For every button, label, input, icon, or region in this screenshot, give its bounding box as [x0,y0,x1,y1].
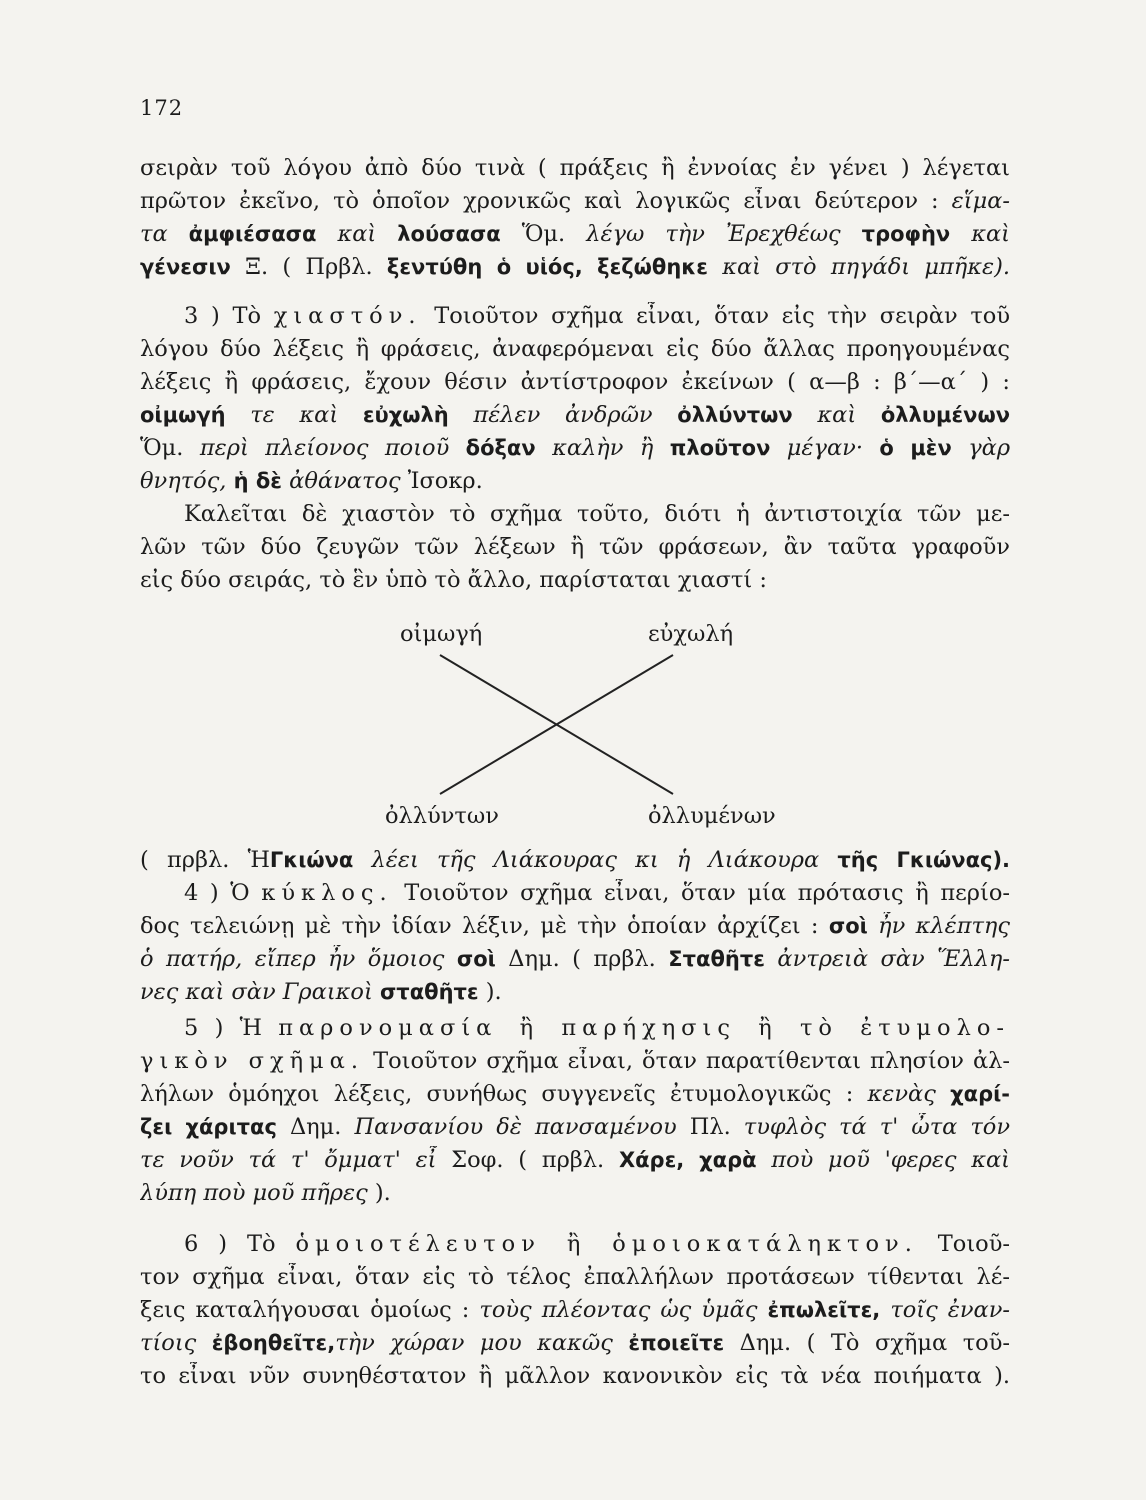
text-span: Σοφ. ( πρβλ. [451,1147,605,1173]
italic-span: νες καὶ σὰν Γραικοὶ [140,979,373,1005]
text-span: Δημ. [289,1114,342,1140]
italic-span: τῆς Λιάκουρας κι ἡ Λιάκουρα [436,847,820,873]
bold-span: δόξαν [465,436,536,460]
spaced-heading: χιαστόν. [273,303,422,329]
text-span: ξεις καταλήγουσαι ὁμοίως : [140,1297,470,1323]
bold-span: εὐχωλὴ [362,403,449,427]
text-span: Τοιοῦτον σχῆμα εἶναι, ὅταν μία πρότασις ἢ περίο- [404,880,1010,906]
italic-span: λέει [371,847,419,873]
text-span: δος τελειώνῃ μὲ τὴν ἰδίαν λέξιν, μὲ τὴν ὁποίαν ἀρχίζει : [140,913,819,939]
italic-span: πέλεν ἀνδρῶν [473,402,653,428]
text-span: λῶν τῶν δύο ζευγῶν τῶν λέξεων ἢ τῶν φράσεων, ἂν ταῦτα γραφοῦν [140,534,1010,560]
spaced-heading: γικὸν σχῆμα. [140,1048,365,1074]
text-line [140,978,1010,1011]
text-line [140,1230,1010,1263]
bold-span: τροφὴν [861,222,951,246]
text-span: λόγου δύο λέξεις ἢ φράσεις, ἀναφερόμεναι εἰς δύο ἄλλας προηγουμένας [140,336,1010,362]
bold-span: ἐποιεῖτε [628,1331,725,1355]
spaced-heading: παρονομασία ἢ παρήχησις ἢ τὸ ἐτυμολο- [278,1015,1010,1041]
text-line [140,1263,1010,1296]
chiasm-bottom-right: ὀλλυμένων [648,803,776,829]
paragraph-block-6 [140,1230,1010,1395]
italic-span: τοὺς πλέοντας ὡς ὑμᾶς [479,1297,758,1323]
text-span: 4 ) Ὁ [184,880,250,906]
italic-span: ἦν κλέπτης [878,913,1010,939]
italic-span: τυφλὸς τά τ' ὦτα τόν [743,1114,1010,1140]
italic-span: ὁ πατήρ, εἴπερ ἦν ὅμοιος [140,946,445,972]
italic-span: τὴν χώραν μου κακῶς [335,1330,613,1356]
italic-span: τε νοῦν τά τ' ὄμματ' εἶ [140,1147,437,1173]
bold-span: Χάρε, χαρὰ [618,1148,757,1172]
italic-span: τα [140,221,168,247]
text-span: Τοιοῦ- [937,1231,1010,1257]
bold-span: ἡ δὲ [233,469,282,493]
bold-span: πλοῦτον [669,436,771,460]
text-line [140,945,1010,978]
italic-span: καὶ στὸ πηγάδι μπῆκε). [722,254,1010,280]
italic-span: τε καὶ [250,402,339,428]
italic-span: λύπη ποὺ μοῦ πῆρες [140,1180,368,1206]
bold-span: Σταθῆτε [668,947,765,971]
text-line [140,912,1010,945]
bold-span: σταθῆτε [379,980,479,1004]
text-span: Τοιοῦτον σχῆμα εἶναι, ὅταν εἰς τὴν σειρὰν τοῦ [434,303,1010,329]
bold-span: τῆς Γκιώνας). [837,848,1010,872]
italic-span: καὶ [817,402,857,428]
text-span: ). [374,1180,391,1206]
text-span: Δημ. ( Τὸ σχῆμα τοῦ- [739,1330,1010,1356]
text-span: ). [485,979,502,1005]
bold-span: γένεσιν [140,255,231,279]
text-span: 6 ) Τὸ [184,1231,276,1257]
bold-span: ζει χάριτας [140,1115,277,1139]
bold-span: ὀλλυμένων [880,403,1010,427]
text-span: το εἶναι νῦν συνηθέστατον ἢ μᾶλλον κανονικὸν εἰς τὰ νέα ποιήματα ). [140,1363,1010,1389]
italic-span: λέγω τὴν Ἐρεχθέως [586,221,841,247]
text-span: Ἰσοκρ. [407,468,483,494]
text-span: πρῶτον ἐκεῖνο, τὸ ὁποῖον χρονικῶς καὶ λογικῶς εἶναι δεύτερον : [140,188,939,214]
text-span: λέξεις ἢ φράσεις, ἔχουν θέσιν ἀντίστροφον ἐκείνων ( α—β : β΄—α΄ ) : [140,369,1010,395]
text-span: εἰς δύο σειράς, τὸ ἓν ὑπὸ τὸ ἄλλο, παρίσταται χιαστί : [140,567,767,593]
italic-span: μέγαν· [786,435,863,461]
italic-span: ποὺ μοῦ 'φερες καὶ [771,1147,1010,1173]
italic-span: καὶ [971,221,1010,247]
text-span: Τοιοῦτον σχῆμα εἶναι, ὅταν παρατίθενται πλησίον ἀλ- [373,1048,1010,1074]
italic-span: εἵμα- [951,188,1010,214]
text-span: 3 ) Τὸ [184,303,261,329]
text-line [140,1113,1010,1146]
italic-span: καλὴν ἢ [552,435,654,461]
text-line [140,1296,1010,1329]
italic-span: Πανσανίου δὲ πανσαμένου [354,1114,677,1140]
italic-span: περὶ πλείονος ποιοῦ [199,435,450,461]
text-line [140,1329,1010,1362]
text-line [140,846,1010,879]
italic-span: ἀθάνατος [289,468,401,494]
text-span: Ὅμ. [140,435,184,461]
italic-span: τίοις [140,1330,197,1356]
text-span: Ὅμ. [521,221,566,247]
bold-span: οἰμωγή [140,403,226,427]
text-line [140,1146,1010,1179]
bold-span: Γκιώνα [269,848,354,872]
text-line [140,879,1010,912]
spaced-heading: κύκλος. [261,880,393,906]
text-span: Ξ. ( Πρβλ. [245,254,373,280]
text-span: λήλων ὁμόηχοι λέξεις, συνήθως συγγενεῖς ἐτυμολογικῶς : [140,1081,854,1107]
text-span: Δημ. ( πρβλ. [508,946,656,972]
bold-span: λούσασα [397,222,501,246]
text-line [140,1080,1010,1113]
italic-span: τοῖς ἐναν- [890,1297,1010,1323]
italic-span: θνητός, [140,468,227,494]
bold-span: ὀλλύντων [677,403,793,427]
bold-span: ἀμφιέσασα [188,222,317,246]
text-line [140,1047,1010,1080]
bold-span: ξεντύθη ὁ υἱός, ξεζώθηκε [386,255,708,279]
bold-span: σοὶ [456,947,496,971]
bold-span: χαρί- [950,1082,1010,1106]
page-number: 172 [140,96,184,120]
text-line [140,1362,1010,1395]
chiasm-top-right: εὐχωλή [648,621,734,647]
text-span: τον σχῆμα εἶναι, ὅταν εἰς τὸ τέλος ἐπαλλήλων προτάσεων τίθενται λέ- [140,1264,1010,1290]
spaced-heading: ὁμοιοτέλευτον ἢ ὁμοιοκατάληκτον. [295,1231,918,1257]
text-span: ( πρβλ. Ἡ [140,847,270,873]
bold-span: ἐπωλεῖτε, [767,1298,881,1322]
text-span: 5 ) Ἡ [184,1015,262,1041]
italic-span: ἀντρειὰ σὰν Ἕλλη- [777,946,1010,972]
italic-span: γὰρ [968,435,1010,461]
bold-span: σοὶ [828,914,868,938]
text-span: σειρὰν τοῦ λόγου ἀπὸ δύο τινὰ ( πράξεις ἢ ἐννοίας ἐν γένει ) λέγεται [140,155,1010,181]
chiasm-top-left: οἰμωγή [400,621,483,647]
paragraph-block-5 [140,1014,1010,1212]
bold-span: ἐβοηθεῖτε, [211,1331,336,1355]
italic-span: κενὰς [867,1081,936,1107]
chiasm-bottom-left: ὀλλύντων [385,803,499,829]
text-span: Πλ. [689,1114,731,1140]
italic-span: καὶ [337,221,377,247]
bold-span: ὁ μὲν [879,436,952,460]
text-span: Καλεῖται δὲ χιαστὸν τὸ σχῆμα τοῦτο, διότι ἡ ἀντιστοιχία τῶν με- [184,501,1010,527]
text-line [140,1179,1010,1212]
text-line [140,1014,1010,1047]
paragraph-block-4 [140,846,1010,1011]
